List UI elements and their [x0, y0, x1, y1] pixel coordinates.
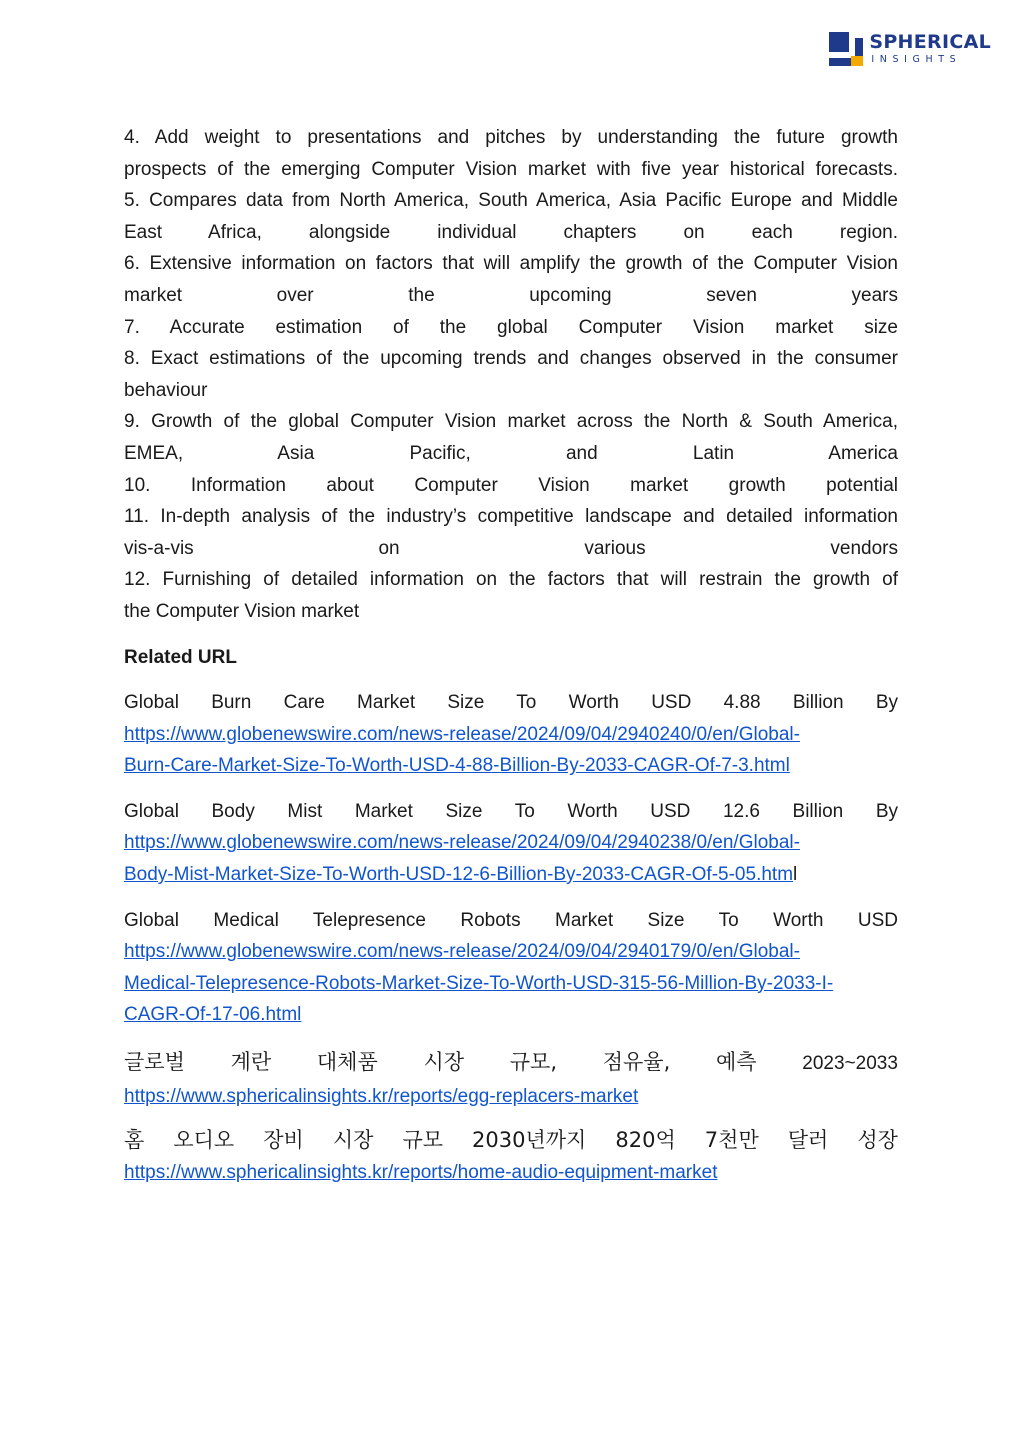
- list-line: vis-a-vis on various vendors: [124, 537, 898, 559]
- list-line: behaviour: [124, 379, 208, 401]
- related-link[interactable]: [124, 750, 898, 782]
- related-entry-title: Global Burn Care Market Size To Worth USD 4.88 Billion By: [124, 692, 898, 714]
- related-entry-egg-replacers: [124, 1045, 898, 1113]
- related-link-text[interactable]: https://www.globenewswire.com/news-release/2024/09/04/2940240/0/en/Global-: [124, 723, 800, 745]
- title-word: 예측: [715, 1050, 757, 1075]
- title-word: 오디오: [173, 1127, 235, 1152]
- related-entry-title: Global Medical Telepresence Robots Market Size To Worth USD: [124, 909, 898, 931]
- title-word: 7천만: [704, 1127, 759, 1152]
- related-entry-home-audio: [124, 1123, 898, 1189]
- document-body: [124, 122, 898, 1198]
- list-line: the Computer Vision market: [124, 600, 360, 622]
- list-line: East Africa, alongside individual chapters on each region.: [124, 221, 898, 243]
- list-line: 5. Compares data from North America, South America, Asia Pacific Europe and Middle: [124, 190, 898, 212]
- title-word: 홈: [124, 1127, 145, 1152]
- list-line: 10. Information about Computer Vision market growth potential: [124, 474, 898, 496]
- related-entry-title: [124, 1123, 898, 1157]
- list-line: 4. Add weight to presentations and pitches by understanding the future growth: [124, 127, 898, 148]
- related-link[interactable]: [124, 719, 898, 751]
- related-entry-medical-telepresence: [124, 905, 898, 1031]
- brand-name: SPHERICAL: [869, 31, 991, 54]
- related-link-text[interactable]: https://www.sphericalinsights.kr/reports/home-audio-equipment-market: [124, 1161, 718, 1183]
- list-line: 9. Growth of the global Computer Vision market across the North & South America,: [124, 411, 898, 433]
- list-line: 8. Exact estimations of the upcoming trends and changes observed in the consumer: [124, 348, 898, 370]
- list-line: 11. In-depth analysis of the industry’s competitive landscape and detailed information: [124, 506, 898, 528]
- list-line: EMEA, Asia Pacific, and Latin America: [124, 442, 898, 464]
- related-link[interactable]: [124, 968, 898, 1000]
- related-link[interactable]: [124, 827, 898, 859]
- related-link[interactable]: [124, 859, 898, 891]
- related-link-text[interactable]: https://www.sphericalinsights.kr/reports/egg-replacers-market: [124, 1086, 639, 1108]
- list-line: 6. Extensive information on factors that will amplify the growth of the Computer Vision: [124, 253, 898, 275]
- list-line: prospects of the emerging Computer Vision market with five year historical forecasts.: [124, 158, 898, 180]
- title-word: 계란: [230, 1050, 272, 1075]
- related-entry-body-mist: [124, 796, 898, 891]
- title-word: 성장: [857, 1127, 898, 1152]
- title-word: 달러: [787, 1127, 829, 1152]
- list-line: 7. Accurate estimation of the global Computer Vision market size: [124, 316, 898, 338]
- related-link-tail: l: [793, 864, 798, 886]
- title-word: 규모,: [509, 1050, 557, 1075]
- title-word: 장비: [263, 1127, 304, 1152]
- title-word: 2030년까지: [472, 1127, 587, 1152]
- related-url-heading: Related URL: [124, 646, 237, 668]
- title-word: 점유율,: [602, 1050, 671, 1075]
- brand-subtitle: INSIGHTS: [871, 54, 962, 66]
- list-line: 12. Furnishing of detailed information on the factors that will restrain the growth of: [124, 569, 898, 591]
- title-word: 규모: [402, 1127, 444, 1152]
- title-word: 시장: [332, 1127, 374, 1152]
- related-link-text[interactable]: CAGR-Of-17-06.html: [124, 1004, 302, 1026]
- title-word: 대체품: [316, 1050, 378, 1075]
- title-word: 시장: [423, 1050, 465, 1075]
- related-link[interactable]: [124, 1157, 898, 1189]
- related-link[interactable]: [124, 999, 898, 1031]
- related-link[interactable]: [124, 1081, 898, 1113]
- related-entry-title: Global Body Mist Market Size To Worth USD 12.6 Billion By: [124, 800, 898, 822]
- related-link-text[interactable]: Burn-Care-Market-Size-To-Worth-USD-4-88-Billion-By-2033-CAGR-Of-7-3.html: [124, 755, 790, 777]
- related-link[interactable]: [124, 936, 898, 968]
- related-entry-title: [124, 1045, 898, 1081]
- list-line: market over the upcoming seven years: [124, 284, 898, 306]
- related-link-text[interactable]: https://www.globenewswire.com/news-release/2024/09/04/2940238/0/en/Global-: [124, 832, 800, 854]
- related-link-text[interactable]: Medical-Telepresence-Robots-Market-Size-To-Worth-USD-315-56-Million-By-2033-I-: [124, 972, 834, 994]
- related-link-text[interactable]: https://www.globenewswire.com/news-release/2024/09/04/2940179/0/en/Global-: [124, 941, 800, 963]
- title-word: 820억: [615, 1127, 676, 1152]
- related-entry-burn-care: [124, 687, 898, 782]
- title-word: 글로벌: [124, 1050, 185, 1075]
- title-word: 2023~2033: [802, 1053, 898, 1075]
- related-link-text[interactable]: Body-Mist-Market-Size-To-Worth-USD-12-6-Billion-By-2033-CAGR-Of-5-05.htm: [124, 864, 794, 886]
- brand-logo: [829, 32, 991, 66]
- feature-list: [124, 122, 898, 628]
- spherical-insights-logo-icon: [829, 32, 863, 66]
